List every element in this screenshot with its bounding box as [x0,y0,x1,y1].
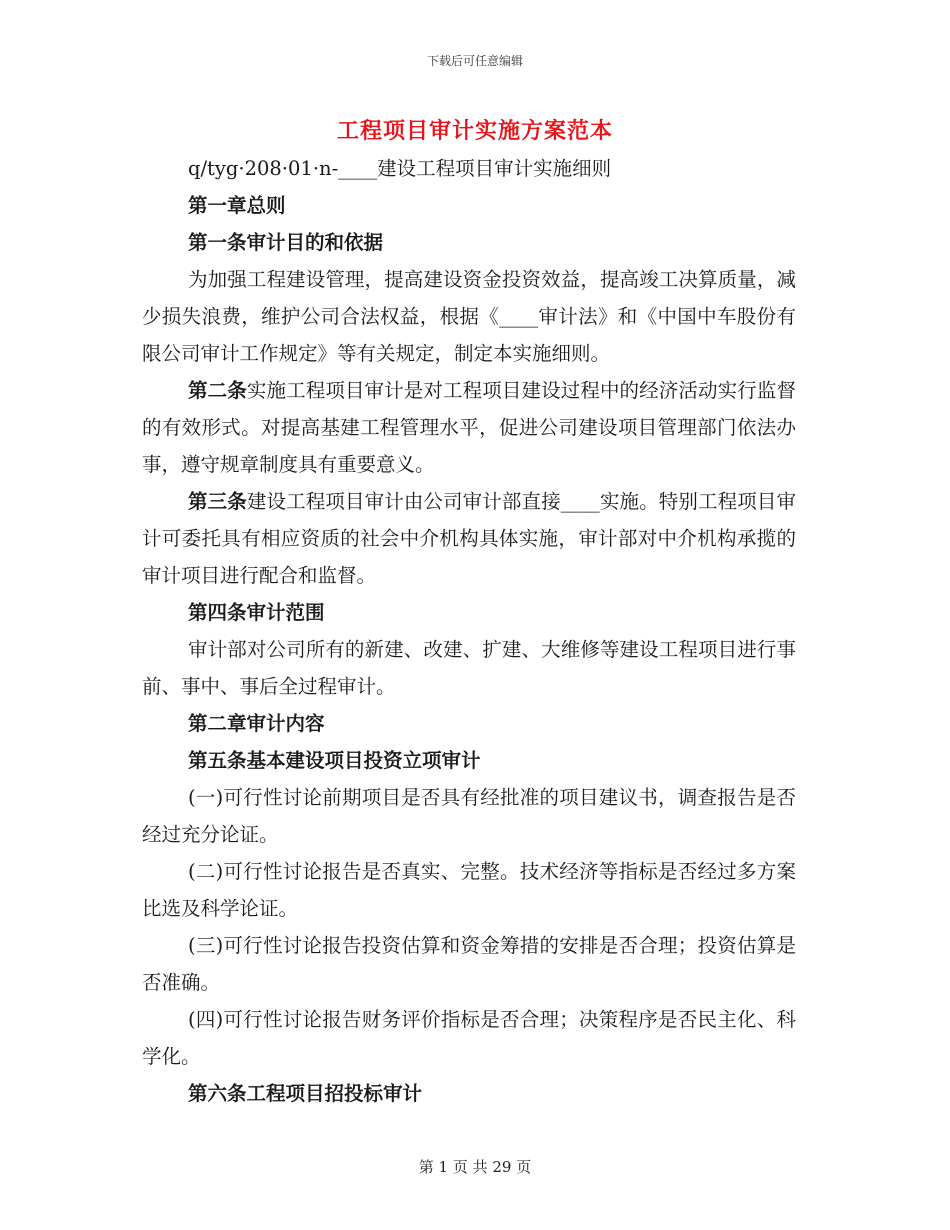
article-text: 实施工程项目审计是对工程项目建设过程中的经济活动实行监督的有效形式。对提高基建工程管理水平，促进公司建设项目管理部门依法办事，遵守规章制度具有重要意义。 [142,379,796,476]
article-heading: 第一条审计目的和依据 [188,231,384,254]
list-item: (四)可行性讨论报告财务评价指标是否合理；决策程序是否民主化、科学化。 [142,1008,796,1068]
page-header: 下载后可任意编辑 [426,54,523,68]
body-paragraph: 为加强工程建设管理，提高建设资金投资效益，提高竣工决算质量，减少损失浪费，维护公司合法权益，根据《____审计法》和《中国中车股份有限公司审计工作规定》等有关规定，制定本实施细则。 [142,268,796,365]
article-lead: 第三条 [188,490,247,513]
list-item: (一)可行性讨论前期项目是否具有经批准的项目建议书，调查报告是否经过充分论证。 [142,786,796,846]
body-paragraph: 审计部对公司所有的新建、改建、扩建、大维修等建设工程项目进行事前、事中、事后全过程审计。 [142,638,796,698]
article-paragraph [142,483,796,594]
document-body [142,150,796,1112]
chapter-heading: 第二章审计内容 [188,712,325,735]
list-item: (三)可行性讨论报告投资估算和资金筹措的安排是否合理；投资估算是否准确。 [142,934,796,994]
article-text: 建设工程项目审计由公司审计部直接____实施。特别工程项目审计可委托具有相应资质的社会中介机构具体实施，审计部对中介机构承揽的审计项目进行配合和监督。 [142,490,796,587]
chapter-heading: 第一章总则 [188,194,286,217]
document-title: 工程项目审计实施方案范本 [336,118,613,144]
doc-code-line: q/tyg·208·01·n-____建设工程项目审计实施细则 [188,157,612,180]
article-paragraph [142,372,796,483]
article-lead: 第二条 [188,379,247,402]
article-heading: 第六条工程项目招投标审计 [188,1082,423,1105]
page-footer: 第 1 页 共 29 页 [418,1158,532,1176]
article-heading: 第四条审计范围 [188,601,325,624]
list-item: (二)可行性讨论报告是否真实、完整。技术经济等指标是否经过多方案比选及科学论证。 [142,860,796,920]
article-heading: 第五条基本建设项目投资立项审计 [188,749,481,772]
